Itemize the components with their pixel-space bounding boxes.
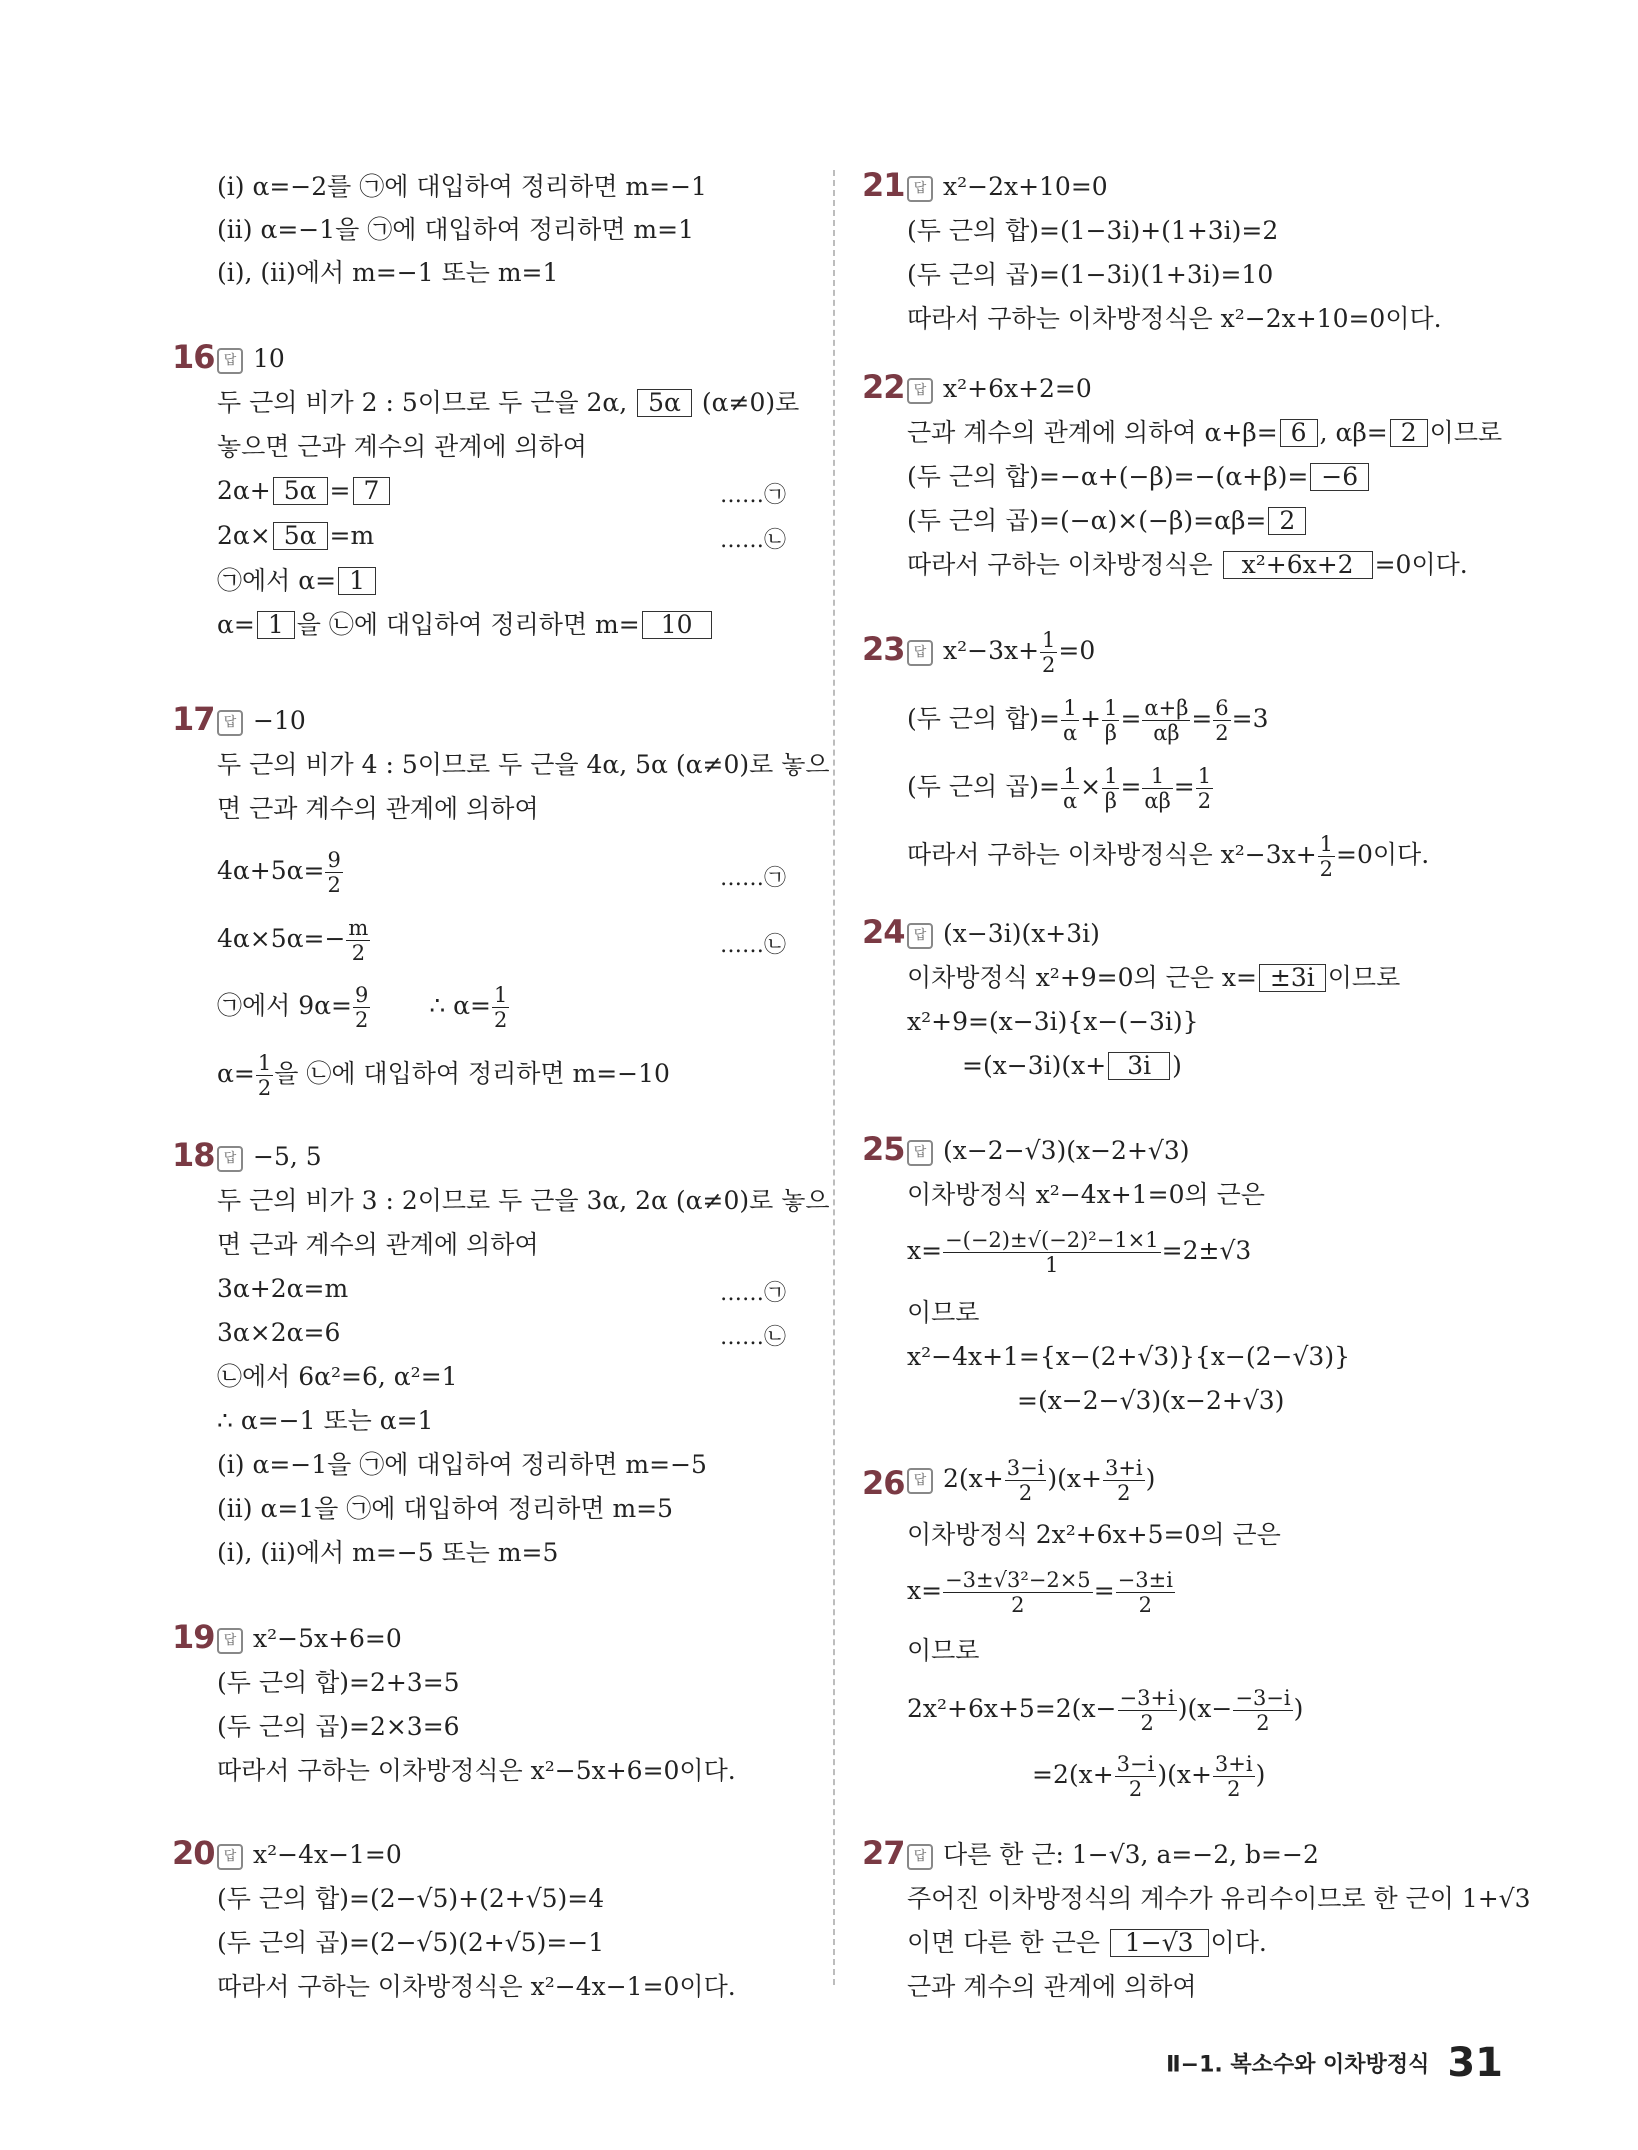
fraction — [1116, 1568, 1175, 1617]
numerator: 1 — [1142, 764, 1172, 789]
text-span: =m — [329, 521, 375, 550]
blank-box: 6 — [1280, 419, 1318, 447]
answer-icon: 답 — [907, 378, 933, 404]
equation-line: 2α+ 5α = 7 — [217, 474, 392, 508]
text-span: = — [1120, 704, 1142, 733]
text-span: , αβ= — [1319, 418, 1388, 447]
text-span: (두 근의 합)=−α+(−β)=−(α+β)= — [907, 462, 1309, 491]
text-span: 이므로 — [1327, 963, 1401, 992]
text-line: 두 근의 비가 4 : 5이므로 두 근을 4α, 5α (α≠0)로 놓으 — [217, 750, 830, 779]
text-line: 주어진 이차방정식의 계수가 유리수이므로 한 근이 1+√3 — [907, 1884, 1531, 1913]
answer-text: −5, 5 — [253, 1142, 322, 1171]
blank-box: −6 — [1310, 463, 1369, 491]
text-line: 따라서 구하는 이차방정식은 x²−5x+6=0이다. — [217, 1756, 736, 1785]
denominator: 2 — [1138, 1593, 1152, 1617]
fraction — [325, 848, 342, 897]
text-line: (ⅰ), (ⅱ)에서 m=−1 또는 m=1 — [217, 258, 559, 287]
text-line: (ⅱ) α=1을 ㉠에 대입하여 정리하면 m=5 — [217, 1494, 674, 1523]
blank-box: 2 — [1390, 419, 1428, 447]
denominator: 2 — [257, 1076, 272, 1100]
chapter-label: Ⅱ−1. 복소수와 이차방정식 — [1166, 2052, 1430, 2078]
fraction — [1102, 764, 1119, 813]
text-line: (ⅰ) α=−2를 ㉠에 대입하여 정리하면 m=−1 — [217, 172, 707, 201]
blank-box: 1 — [338, 567, 376, 595]
answer-icon: 답 — [217, 710, 243, 736]
text-span: α= — [217, 1059, 255, 1088]
fraction — [1061, 764, 1079, 813]
equation-line — [217, 564, 378, 598]
text-span: 을 ㉡에 대입하여 정리하면 m=−10 — [274, 1059, 670, 1088]
answer-text: x²−3x+ — [943, 636, 1040, 665]
text-span: x= — [907, 1236, 943, 1265]
text-line — [217, 386, 799, 420]
text-span: = — [1191, 704, 1213, 733]
equation-line: 3α×2α=6 — [217, 1318, 341, 1347]
equation-line — [907, 1686, 1303, 1735]
numerator: 1 — [494, 983, 508, 1007]
text-span: × — [1080, 772, 1102, 801]
question-number: 22 — [862, 368, 905, 406]
answer-icon: 답 — [217, 1844, 243, 1870]
text-span: 따라서 구하는 이차방정식은 x²−3x+ — [907, 840, 1317, 869]
answer-icon: 답 — [907, 640, 933, 666]
numerator: −3±i — [1117, 1568, 1173, 1592]
text-line: 놓으면 근과 계수의 관계에 의하여 — [217, 432, 587, 461]
answer-icon: 답 — [907, 1844, 933, 1870]
answer-text: x²−2x+10=0 — [943, 172, 1108, 201]
answer-line — [217, 1622, 402, 1656]
answer-text: 2(x+ — [943, 1464, 1004, 1493]
denominator: 2 — [1215, 721, 1229, 745]
denominator: 2 — [494, 1008, 508, 1032]
text-line: 따라서 구하는 이차방정식은 x²−4x−1=0이다. — [217, 1972, 736, 2001]
denominator: 2 — [1140, 1711, 1154, 1735]
equation-line: ∴ α=−1 또는 α=1 — [217, 1406, 434, 1435]
text-line: (두 근의 곱)=2×3=6 — [217, 1712, 460, 1741]
text-line: 두 근의 비가 3 : 2이므로 두 근을 3α, 2α (α≠0)로 놓으 — [217, 1186, 830, 1215]
question-number: 27 — [862, 1834, 905, 1872]
fraction — [346, 916, 370, 965]
text-span: )(x+ — [1157, 1760, 1212, 1789]
answer-line — [907, 1456, 1155, 1505]
column-divider — [833, 170, 835, 1985]
answer-text: 10 — [253, 344, 285, 373]
text-line: (ⅱ) α=−1을 ㉠에 대입하여 정리하면 m=1 — [217, 215, 694, 244]
text-line — [907, 416, 1502, 450]
denominator: β — [1104, 721, 1117, 745]
text-span: =0 — [1058, 636, 1096, 665]
question-number: 21 — [862, 166, 905, 204]
fraction — [1318, 832, 1335, 881]
denominator: 2 — [1227, 1777, 1241, 1801]
fraction — [256, 1051, 273, 1100]
text-line: 이차방정식 2x²+6x+5=0의 근은 — [907, 1520, 1281, 1549]
text-span: ) — [1172, 1051, 1182, 1080]
numerator: −3+i — [1119, 1686, 1175, 1710]
text-span: (두 근의 곱)= — [907, 772, 1060, 801]
text-span: = — [1120, 772, 1142, 801]
numerator: 1 — [1319, 832, 1334, 856]
answer-line — [217, 1838, 402, 1872]
fraction — [1213, 696, 1230, 745]
equation-line: ㉡에서 6α²=6, α²=1 — [217, 1362, 458, 1391]
equation-line: x²+9=(x−3i){x−(−3i)} — [907, 1007, 1199, 1036]
blank-box: 5α — [273, 477, 328, 505]
denominator: 2 — [1042, 653, 1056, 677]
numerator: 1 — [1197, 764, 1212, 788]
text-span: 4α×5α=− — [217, 924, 346, 953]
question-number: 16 — [172, 338, 215, 376]
text-span: =2±√3 — [1161, 1236, 1252, 1265]
text-span: 이면 다른 한 근은 — [907, 1928, 1108, 1957]
text-span: + — [1080, 704, 1102, 733]
numerator: 1 — [1104, 764, 1118, 788]
numerator: −3−i — [1235, 1686, 1291, 1710]
blank-box: 5α — [273, 522, 328, 550]
text-line: (ⅰ), (ⅱ)에서 m=−5 또는 m=5 — [217, 1538, 559, 1567]
page-footer — [1166, 2040, 1503, 2086]
answer-line — [907, 1838, 1319, 1872]
blank-box: 7 — [353, 477, 391, 505]
text-span: (두 근의 곱)=(−α)×(−β)=αβ= — [907, 506, 1267, 535]
numerator: 1 — [1061, 696, 1079, 721]
numerator: m — [348, 916, 369, 940]
denominator: 2 — [1018, 1481, 1033, 1505]
fraction — [1061, 696, 1079, 745]
fraction — [353, 983, 370, 1032]
text-line: 이므로 — [907, 1298, 980, 1327]
question-number: 24 — [862, 913, 905, 951]
fraction — [1118, 1686, 1177, 1735]
question-number: 26 — [862, 1464, 905, 1502]
answer-line — [217, 342, 285, 376]
text-line — [907, 504, 1308, 538]
question-number: 23 — [862, 630, 905, 668]
numerator: α+β — [1144, 696, 1189, 720]
text-line: 면 근과 계수의 관계에 의하여 — [217, 1230, 539, 1259]
text-span: =(x−3i)(x+ — [962, 1051, 1107, 1080]
text-span: ) — [1255, 1760, 1266, 1789]
text-span: ) — [1293, 1694, 1304, 1723]
equation-line — [217, 916, 371, 965]
numerator: 9 — [327, 848, 341, 872]
denominator: 2 — [1256, 1711, 1270, 1735]
fraction — [1142, 764, 1172, 813]
text-line: (두 근의 합)=(2−√5)+(2+√5)=4 — [217, 1884, 605, 1913]
equation-marker: ……㉡ — [720, 1325, 787, 1350]
denominator: α — [1062, 789, 1078, 813]
question-number: 20 — [172, 1834, 215, 1872]
blank-box: 1 — [257, 611, 295, 639]
text-span: 이차방정식 x²+9=0의 근은 x= — [907, 963, 1257, 992]
text-span: α= — [217, 610, 255, 639]
blank-box: 10 — [642, 611, 712, 639]
text-line: (두 근의 합)=(1−3i)+(1+3i)=2 — [907, 216, 1279, 245]
equation-line — [217, 608, 714, 642]
text-span: )(x− — [1177, 1694, 1233, 1723]
text-line: (ⅰ) α=−1을 ㉠에 대입하여 정리하면 m=−5 — [217, 1450, 707, 1479]
question-number: 19 — [172, 1618, 215, 1656]
fraction — [1233, 1686, 1292, 1735]
text-line — [907, 548, 1468, 582]
answer-line — [907, 1134, 1189, 1168]
text-span: 2α× — [217, 521, 271, 550]
equation-line — [907, 832, 1429, 881]
text-line: (두 근의 합)=2+3=5 — [217, 1668, 460, 1697]
denominator: 2 — [1128, 1777, 1143, 1801]
answer-text: x²−4x−1=0 — [253, 1840, 402, 1869]
text-line: 이차방정식 x²−4x+1=0의 근은 — [907, 1180, 1265, 1209]
answer-line — [907, 917, 1100, 951]
text-span: 이므로 — [1429, 418, 1503, 447]
blank-box: 2 — [1268, 507, 1306, 535]
denominator: 1 — [1045, 1253, 1059, 1277]
answer-text: x²+6x+2=0 — [943, 374, 1092, 403]
answer-line — [907, 628, 1095, 677]
equation-line — [1032, 1752, 1265, 1801]
equation-line: 3α+2α=m — [217, 1274, 349, 1303]
equation-line — [217, 1051, 670, 1100]
equation-line: =(x−2−√3)(x−2+√3) — [1017, 1386, 1285, 1415]
numerator: −(−2)±√(−2)²−1×1 — [945, 1228, 1159, 1252]
answer-icon: 답 — [907, 1468, 933, 1494]
text-span: 이다. — [1210, 1928, 1267, 1957]
equation-marker: ……㉠ — [720, 866, 787, 891]
blank-box: 1−√3 — [1110, 1929, 1209, 1957]
fraction — [943, 1568, 1093, 1617]
equation-line — [217, 983, 510, 1032]
denominator: 2 — [1011, 1593, 1025, 1617]
text-span: = — [1173, 772, 1195, 801]
numerator: 1 — [1061, 764, 1079, 789]
numerator: 6 — [1215, 696, 1229, 720]
text-span: (α≠0)로 — [701, 388, 800, 417]
blank-box: x²+6x+2 — [1223, 551, 1373, 579]
equation-marker: ……㉡ — [720, 528, 787, 553]
fraction — [1115, 1752, 1157, 1801]
denominator: αβ — [1153, 721, 1180, 745]
numerator: 1 — [257, 1051, 272, 1075]
blank-box: 3i — [1108, 1052, 1170, 1080]
numerator: 3−i — [1116, 1752, 1155, 1776]
equation-line — [907, 1228, 1251, 1277]
equation-line — [907, 1568, 1176, 1617]
text-span: 4α+5α= — [217, 856, 325, 885]
denominator: 2 — [1117, 1481, 1131, 1505]
answer-icon: 답 — [907, 923, 933, 949]
equation-marker: ……㉠ — [720, 1281, 787, 1306]
question-number: 18 — [172, 1136, 215, 1174]
text-span: ∴ α= — [429, 991, 491, 1020]
denominator: β — [1104, 789, 1117, 813]
denominator: 2 — [327, 873, 341, 897]
text-span: (두 근의 합)= — [907, 704, 1060, 733]
answer-text: x²−5x+6=0 — [253, 1624, 402, 1653]
text-span: 두 근의 비가 2 : 5이므로 두 근을 2α, — [217, 388, 636, 417]
page-number: 31 — [1447, 2040, 1503, 2086]
answer-text: (x−2−√3)(x−2+√3) — [943, 1136, 1190, 1165]
text-span: 을 ㉡에 대입하여 정리하면 m= — [296, 610, 640, 639]
text-line — [907, 1926, 1267, 1960]
text-span: 2x²+6x+5=2(x− — [907, 1694, 1117, 1723]
equation-marker: ……㉡ — [720, 933, 787, 958]
answer-line — [907, 372, 1092, 406]
equation-line — [907, 764, 1214, 813]
answer-icon: 답 — [217, 1628, 243, 1654]
fraction — [1005, 1456, 1047, 1505]
fraction — [1040, 628, 1057, 677]
denominator: 2 — [354, 1008, 369, 1032]
answer-line — [217, 1140, 322, 1174]
numerator: 9 — [354, 983, 369, 1007]
fraction — [492, 983, 509, 1032]
numerator: 3+i — [1214, 1752, 1253, 1776]
text-span: ) — [1145, 1464, 1156, 1493]
text-span: x= — [907, 1576, 943, 1605]
answer-icon: 답 — [907, 1140, 933, 1166]
denominator: 2 — [1197, 789, 1212, 813]
text-line — [907, 460, 1371, 494]
answer-text: −10 — [253, 706, 306, 735]
equation-line — [217, 519, 374, 553]
equation-line — [217, 848, 344, 897]
text-line: 따라서 구하는 이차방정식은 x²−2x+10=0이다. — [907, 304, 1442, 333]
answer-icon: 답 — [217, 348, 243, 374]
text-span: =3 — [1231, 704, 1269, 733]
text-span: 2α+ — [217, 476, 271, 505]
answer-line — [217, 704, 306, 738]
text-line: (두 근의 곱)=(2−√5)(2+√5)=−1 — [217, 1928, 605, 1957]
text-span: =2(x+ — [1032, 1760, 1114, 1789]
denominator: 2 — [351, 941, 366, 965]
denominator: 2 — [1319, 857, 1334, 881]
text-line: (두 근의 곱)=(1−3i)(1+3i)=10 — [907, 260, 1274, 289]
answer-icon: 답 — [217, 1146, 243, 1172]
text-span: 따라서 구하는 이차방정식은 — [907, 550, 1221, 579]
numerator: 1 — [1104, 696, 1118, 720]
numerator: 3−i — [1006, 1456, 1045, 1480]
answer-icon: 답 — [907, 176, 933, 202]
text-line: 면 근과 계수의 관계에 의하여 — [217, 794, 539, 823]
answer-text: 다른 한 근: 1−√3, a=−2, b=−2 — [943, 1840, 1319, 1869]
question-number: 17 — [172, 700, 215, 738]
fraction — [1102, 696, 1119, 745]
text-line — [907, 961, 1400, 995]
fraction — [1103, 1456, 1145, 1505]
answer-text: (x−3i)(x+3i) — [943, 919, 1100, 948]
text-span: =0이다. — [1374, 550, 1468, 579]
denominator: α — [1062, 721, 1078, 745]
equation-line — [907, 696, 1269, 745]
text-span: )(x+ — [1047, 1464, 1102, 1493]
text-line: 이므로 — [907, 1636, 980, 1665]
text-span: = — [1093, 1576, 1115, 1605]
text-span: ㉠에서 9α= — [217, 991, 352, 1020]
numerator: 1 — [1042, 628, 1056, 652]
numerator: 3+i — [1104, 1456, 1143, 1480]
text-span: ㉠에서 α= — [217, 566, 337, 595]
text-span: =0이다. — [1336, 840, 1430, 869]
text-line: 근과 계수의 관계에 의하여 — [907, 1972, 1197, 2001]
equation-line — [962, 1049, 1182, 1083]
numerator: −3±√3²−2×5 — [945, 1568, 1091, 1592]
fraction — [1196, 764, 1213, 813]
fraction — [943, 1228, 1161, 1277]
fraction — [1142, 696, 1190, 745]
blank-box: 5α — [637, 389, 692, 417]
equation-marker: ……㉠ — [720, 483, 787, 508]
denominator: αβ — [1144, 789, 1171, 813]
blank-box: ±3i — [1259, 964, 1326, 992]
equation-line: x²−4x+1={x−(2+√3)}{x−(2−√3)} — [907, 1342, 1350, 1371]
text-span: 근과 계수의 관계에 의하여 α+β= — [907, 418, 1278, 447]
answer-line — [907, 170, 1108, 204]
question-number: 25 — [862, 1130, 905, 1168]
fraction — [1213, 1752, 1255, 1801]
